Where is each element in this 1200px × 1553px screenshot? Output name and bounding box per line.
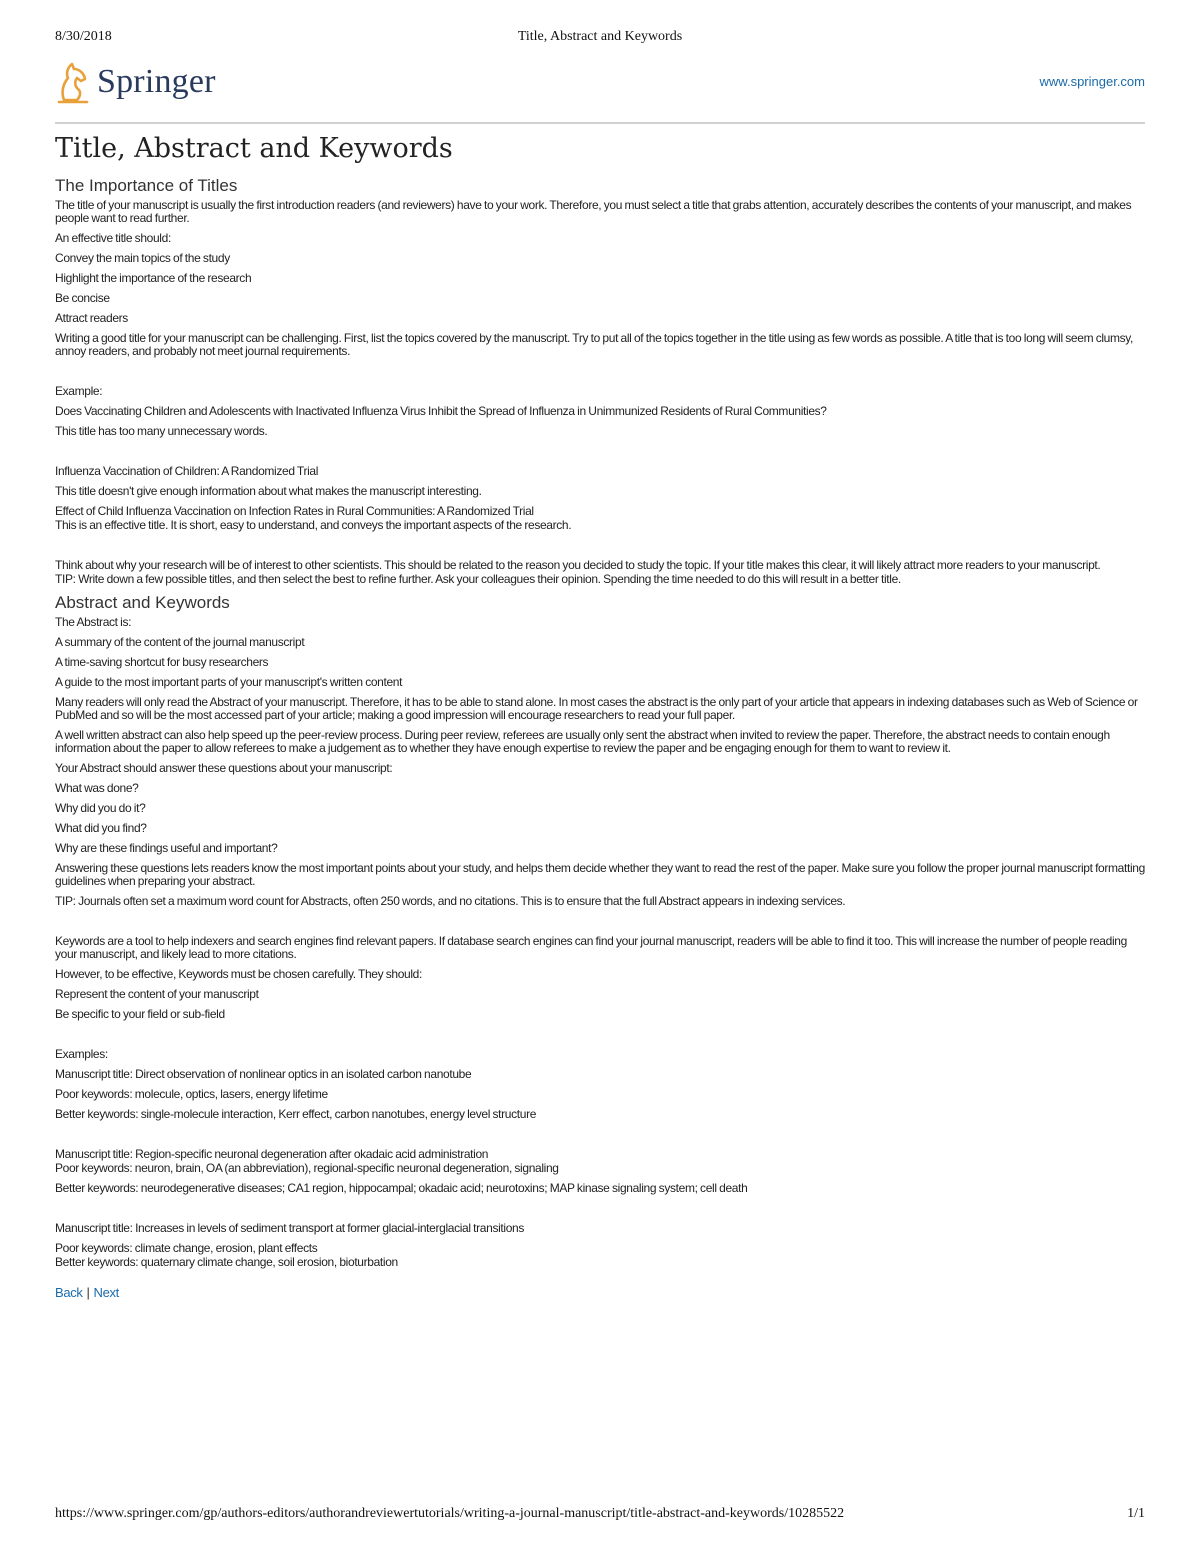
next-link[interactable]: Next <box>93 1285 119 1300</box>
paragraph: Keywords are a tool to help indexers and search engines find relevant papers. If database search engines can find your journal manuscript, readers will be able to find it too. This will increase the number of people reading your manuscript, and likely lead to more citations. <box>55 934 1127 961</box>
example-poor: Poor keywords: climate change, erosion, plant effects <box>55 1241 318 1255</box>
back-link[interactable]: Back <box>55 1285 83 1300</box>
print-url: https://www.springer.com/gp/authors-editors/authorandreviewertutorials/writing-a-journal-manuscript/title-abstract-and-keywords/10285522 <box>55 1506 845 1521</box>
pagination <box>55 1286 1145 1299</box>
list-item: A guide to the most important parts of your manuscript's written content <box>55 675 403 689</box>
tip: TIP: Journals often set a maximum word count for Abstracts, often 250 words, and no citations. This is to ensure that the full Abstract appears in indexing services. <box>55 894 846 908</box>
example-title: Manuscript title: Increases in levels of sediment transport at former glacial-interglacial transitions <box>55 1221 525 1235</box>
paragraph: The title of your manuscript is usually the first introduction readers (and reviewers) have to your work. Therefore, you must select a title that grabs attention, accurately describes the contents of your manuscript, and makes people want to read further. <box>55 198 1132 225</box>
paragraph: Many readers will only read the Abstract of your manuscript. Therefore, it has to be able to stand alone. In most cases the abstract is the only part of your article that appears in indexing databases such as Web of Science or PubMed and so will be the most accessed part of your article; making a good impression will encourage researchers to read your full paper. <box>55 695 1138 722</box>
list-lead: The Abstract is: <box>55 615 132 629</box>
list-item: Highlight the importance of the research <box>55 271 252 285</box>
brand-bar <box>55 56 1145 124</box>
example-comment: This title has too many unnecessary words. <box>55 424 268 438</box>
example-better: Better keywords: quaternary climate change, soil erosion, bioturbation <box>55 1255 398 1269</box>
paragraph: Answering these questions lets readers know the most important points about your study, and helps them decide whether they want to read the rest of the paper. Make sure you follow the proper journal manuscript formatting guidelines when preparing your abstract. <box>55 861 1145 888</box>
print-page-number: 1/1 <box>1127 1506 1145 1521</box>
print-page-title: Title, Abstract and Keywords <box>517 29 683 44</box>
list-item: Why did you do it? <box>55 801 146 815</box>
example-title: Manuscript title: Direct observation of nonlinear optics in an isolated carbon nanotube <box>55 1067 472 1081</box>
example-poor: Poor keywords: neuron, brain, OA (an abbreviation), regional-specific neuronal degeneration, signaling <box>55 1161 559 1175</box>
print-header <box>55 29 1145 49</box>
tip: TIP: Write down a few possible titles, and then select the best to refine further. Ask your colleagues their opinion. Spending the time needed to do this will result in a better title. <box>55 572 901 586</box>
springer-site-link[interactable]: www.springer.com <box>1039 74 1145 89</box>
example-title: Manuscript title: Region-specific neuronal degeneration after okadaic acid administration <box>55 1147 489 1161</box>
example-title: Does Vaccinating Children and Adolescents with Inactivated Influenza Virus Inhibit the Spread of Influenza in Unimmunized Residents of Rural Communities? <box>55 404 827 418</box>
example-title: Effect of Child Influenza Vaccination on Infection Rates in Rural Communities: A Randomized Trial <box>55 504 534 518</box>
nav-separator: | <box>86 1285 90 1300</box>
example-comment: This title doesn't give enough information about what makes the manuscript interesting. <box>55 484 482 498</box>
list-item: A summary of the content of the journal manuscript <box>55 635 305 649</box>
springer-horse-icon <box>55 60 91 104</box>
example-label: Examples: <box>55 1047 108 1061</box>
springer-logo[interactable] <box>55 60 216 104</box>
list-item: Attract readers <box>55 311 128 325</box>
list-item: What was done? <box>55 781 139 795</box>
example-better: Better keywords: single-molecule interaction, Kerr effect, carbon nanotubes, energy level structure <box>55 1107 537 1121</box>
list-item: Why are these findings useful and important? <box>55 841 278 855</box>
list-item: Be concise <box>55 291 110 305</box>
paragraph: Think about why your research will be of interest to other scientists. This should be related to the reason you decided to study the topic. If your title makes this clear, it will likely attract more readers to your manuscript. <box>55 558 1101 572</box>
list-item: Convey the main topics of the study <box>55 251 230 265</box>
list-item: What did you find? <box>55 821 147 835</box>
example-label: Example: <box>55 384 103 398</box>
list-lead: Your Abstract should answer these questions about your manuscript: <box>55 761 393 775</box>
list-item: Represent the content of your manuscript <box>55 987 259 1001</box>
list-lead: However, to be effective, Keywords must be chosen carefully. They should: <box>55 967 422 981</box>
print-date: 8/30/2018 <box>55 29 112 44</box>
brand-name: Springer <box>97 63 216 100</box>
article-content <box>55 130 1145 1299</box>
page-title: Title, Abstract and Keywords <box>55 133 453 164</box>
paragraph: Writing a good title for your manuscript can be challenging. First, list the topics covered by the manuscript. Try to put all of the topics together in the title using as few words as possible. A title that is too long will seem clumsy, annoy readers, and probably not meet journal requirements. <box>55 331 1134 358</box>
example-title: Influenza Vaccination of Children: A Randomized Trial <box>55 464 319 478</box>
section-heading-abstract: Abstract and Keywords <box>55 593 230 612</box>
list-lead: An effective title should: <box>55 231 171 245</box>
paragraph: A well written abstract can also help speed up the peer-review process. During peer review, referees are usually only sent the abstract when invited to review the paper. Therefore, the abstract needs to contain enough information about the paper to allow referees to make a judgement as to whether they have enough expertise to review the paper and be engaging enough for them to want to review it. <box>55 728 1110 755</box>
section-heading-titles: The Importance of Titles <box>55 176 238 195</box>
example-better: Better keywords: neurodegenerative diseases; CA1 region, hippocampal; okadaic acid; neurotoxins; MAP kinase signaling system; cell death <box>55 1181 748 1195</box>
print-footer <box>55 1506 1145 1526</box>
list-item: A time-saving shortcut for busy researchers <box>55 655 269 669</box>
example-comment: This is an effective title. It is short, easy to understand, and conveys the important aspects of the research. <box>55 518 572 532</box>
example-poor: Poor keywords: molecule, optics, lasers, energy lifetime <box>55 1087 328 1101</box>
list-item: Be specific to your field or sub-field <box>55 1007 225 1021</box>
